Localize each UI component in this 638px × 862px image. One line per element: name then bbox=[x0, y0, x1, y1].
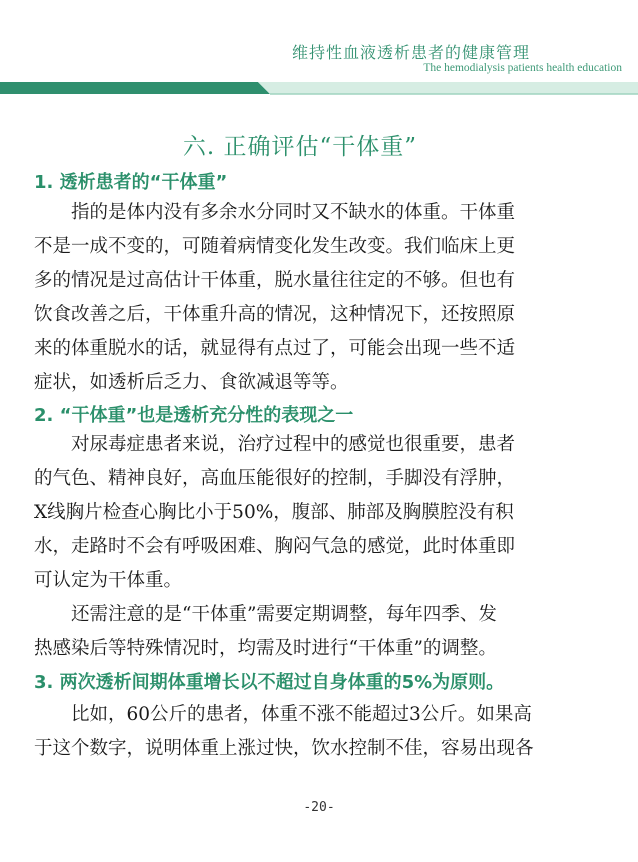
paragraph-line: 饮食改善之后，干体重升高的情况，这种情况下，还按照原 bbox=[34, 304, 516, 325]
header-title: 维持性血液透析患者的健康管理 bbox=[291, 43, 530, 62]
page-number: -20- bbox=[303, 800, 335, 815]
paragraph-line: 来的体重脱水的话，就显得有点过了，可能会出现一些不适 bbox=[34, 338, 516, 359]
header-band-dark bbox=[0, 82, 270, 94]
paragraph-line: 对尿毒症患者来说，治疗过程中的感觉也很重要，患者 bbox=[71, 434, 516, 455]
page-header bbox=[0, 0, 638, 100]
sub-heading-3: 3. 两次透析间期体重增长以不超过自身体重的5%为原则。 bbox=[34, 672, 505, 693]
paragraph-line: 不是一成不变的，可随着病情变化发生改变。我们临床上更 bbox=[34, 236, 516, 257]
paragraph-2 bbox=[34, 428, 594, 598]
paragraph-line: 还需注意的是“干体重”需要定期调整，每年四季、发 bbox=[71, 604, 497, 625]
paragraph-3 bbox=[34, 598, 594, 666]
paragraph-line: 指的是体内没有多余水分同时又不缺水的体重。干体重 bbox=[71, 202, 516, 223]
paragraph-line: 热感染后等特殊情况时，均需及时进行“干体重”的调整。 bbox=[34, 638, 497, 659]
sub-heading-2: 2. “干体重”也是透析充分性的表现之一 bbox=[34, 405, 354, 426]
section-title: 六. 正确评估“干体重” bbox=[182, 134, 418, 160]
header-band bbox=[0, 78, 638, 96]
sub-heading-1: 1. 透析患者的“干体重” bbox=[34, 172, 228, 193]
paragraph-line: 于这个数字，说明体重上涨过快，饮水控制不佳，容易出现各 bbox=[34, 738, 534, 759]
paragraph-4 bbox=[34, 698, 594, 766]
paragraph-line: 多的情况是过高估计干体重，脱水量往往定的不够。但也有 bbox=[34, 270, 516, 291]
paragraph-line: 可认定为干体重。 bbox=[34, 570, 183, 591]
header-subtitle: The hemodialysis patients health education bbox=[423, 62, 622, 74]
paragraph-line: X线胸片检查心胸比小于50%，腹部、肺部及胸膜腔没有积 bbox=[34, 502, 514, 523]
paragraph-line: 水，走路时不会有呼吸困难、胸闷气急的感觉，此时体重即 bbox=[34, 536, 516, 557]
paragraph-1 bbox=[34, 196, 594, 400]
paragraph-line: 的气色、精神良好，高血压能很好的控制，手脚没有浮肿， bbox=[34, 468, 516, 489]
paragraph-line: 症状，如透析后乏力、食欲减退等等。 bbox=[34, 372, 349, 393]
paragraph-line: 比如，60公斤的患者，体重不涨不能超过3公斤。如果高 bbox=[71, 704, 532, 725]
header-band-light bbox=[258, 82, 638, 94]
